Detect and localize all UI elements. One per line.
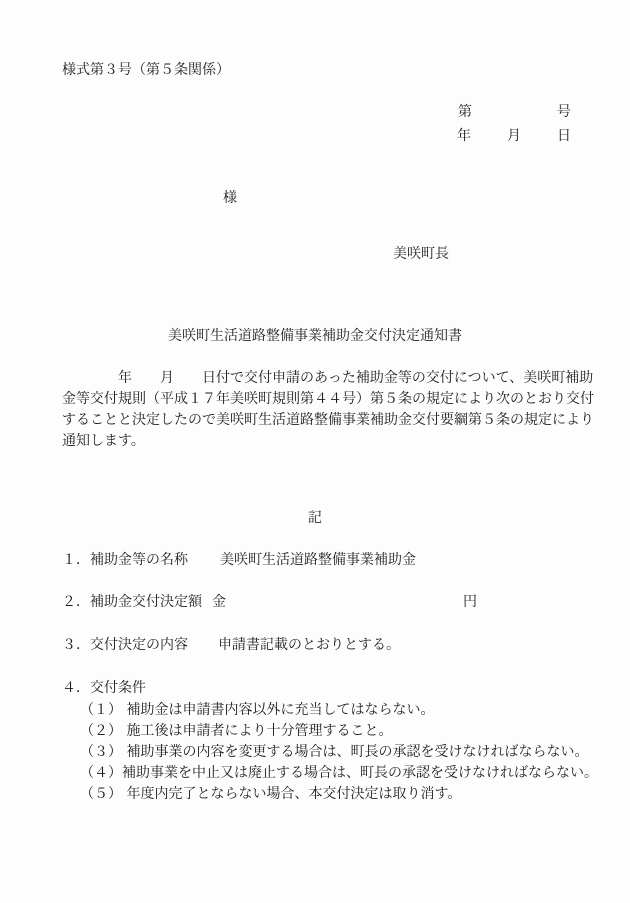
issue-number-line: [458, 102, 571, 123]
amount-prefix: 金: [212, 594, 226, 610]
body-line: 金等交付規則（平成１７年美咲町規則第４４号）第５条の規定により次のとおり交付: [62, 391, 594, 407]
sender-title: 美咲町長: [393, 246, 449, 262]
date-year-label: 年: [457, 128, 471, 144]
issue-date-line: [457, 126, 571, 147]
issue-number-prefix: 第: [458, 104, 472, 120]
date-month-label: 月: [507, 128, 521, 144]
item-grant-amount: [62, 592, 630, 613]
body-line: 年 月 日付で交付申請のあった補助金等の交付について、美咲町補助: [62, 370, 594, 386]
amount-unit: 円: [463, 594, 477, 610]
item-subsidy-name-value: 美咲町生活道路整備事業補助金: [220, 552, 416, 568]
condition-item: （２） 施工後は申請者により十分管理すること。: [80, 723, 393, 739]
condition-item: （１） 補助金は申請書内容以外に充当してはならない。: [80, 702, 435, 718]
date-day-label: 日: [557, 128, 571, 144]
body-line: 通知します。: [62, 433, 145, 449]
body-paragraph: [62, 368, 594, 452]
condition-item: （４）補助事業を中止又は廃止する場合は、町長の承認を受けなければならない。: [80, 765, 598, 781]
condition-item: （５） 年度内完了とならない場合、本交付決定は取り消す。: [80, 786, 462, 802]
item-grant-conditions-label: ４．交付条件: [62, 680, 146, 696]
record-marker: 記: [308, 510, 322, 526]
item-subsidy-name: [62, 550, 630, 571]
grant-conditions-list: [80, 700, 598, 805]
document-title: 美咲町生活道路整備事業補助金交付決定通知書: [168, 328, 462, 344]
body-line: することと決定したので美咲町生活道路整備事業補助金交付要綱第５条の規定により: [62, 412, 594, 428]
item-grant-conditions: [62, 678, 630, 699]
condition-item: （３） 補助事業の内容を変更する場合は、町長の承認を受けなければならない。: [80, 744, 589, 760]
issue-number-suffix: 号: [557, 104, 571, 120]
item-decision-content-label: ３．交付決定の内容: [62, 637, 188, 653]
item-decision-content-value: 申請書記載のとおりとする。: [218, 637, 400, 653]
item-subsidy-name-label: １．補助金等の名称: [62, 552, 188, 568]
addressee-honorific: 様: [223, 190, 237, 206]
form-style-label: 様式第３号（第５条関係）: [62, 62, 230, 78]
item-decision-content: [62, 635, 630, 656]
item-grant-amount-label: ２．補助金交付決定額: [62, 594, 202, 610]
